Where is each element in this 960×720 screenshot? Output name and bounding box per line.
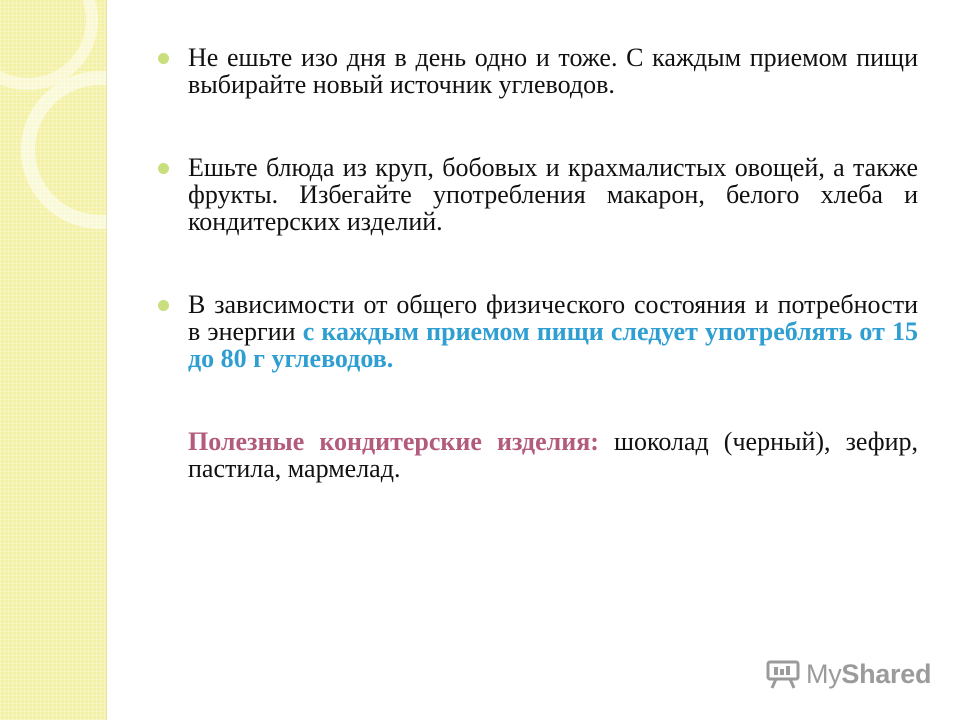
myshared-logo [766, 654, 931, 694]
slide-content [158, 44, 918, 482]
bullet-item-2 [158, 154, 918, 235]
sweets-note [158, 428, 918, 482]
bullet-text-3 [188, 291, 918, 372]
decorative-side-band [0, 0, 106, 720]
bullet-text-1: Не ешьте изо дня в день одно и тоже. С каждым приемом пищи выбирайте новый источник углеводов. [188, 43, 918, 99]
bullet-dot-icon [158, 53, 169, 64]
carb-amount-highlight: с каждым приемом пищи следует употреблять от 15 до 80 г углеводов. [188, 317, 918, 373]
sweets-note-list: шоколад (черный), зефир, пастила, мармелад. [188, 427, 918, 483]
sweets-note-text [188, 428, 918, 482]
presentation-board-icon [766, 659, 800, 689]
bullet-text-3-lead: В зависимости от общего физического состояния и потребности в энергии [188, 290, 918, 346]
sweets-note-label: Полезные кондитерские изделия: [188, 427, 599, 456]
bullet-item-1 [158, 44, 918, 98]
logo-wordmark: MyShared [806, 658, 932, 689]
bullet-text-2: Ешьте блюда из круп, бобовых и крахмалистых овощей, а также фрукты. Избегайте употребления макарон, белого хлеба и кондитерских изделий. [188, 153, 918, 236]
side-band-edge [106, 0, 107, 720]
bullet-dot-icon [158, 300, 169, 311]
bullet-dot-icon [158, 163, 169, 174]
bullet-item-3 [158, 291, 918, 372]
decorative-rings [0, 0, 106, 720]
